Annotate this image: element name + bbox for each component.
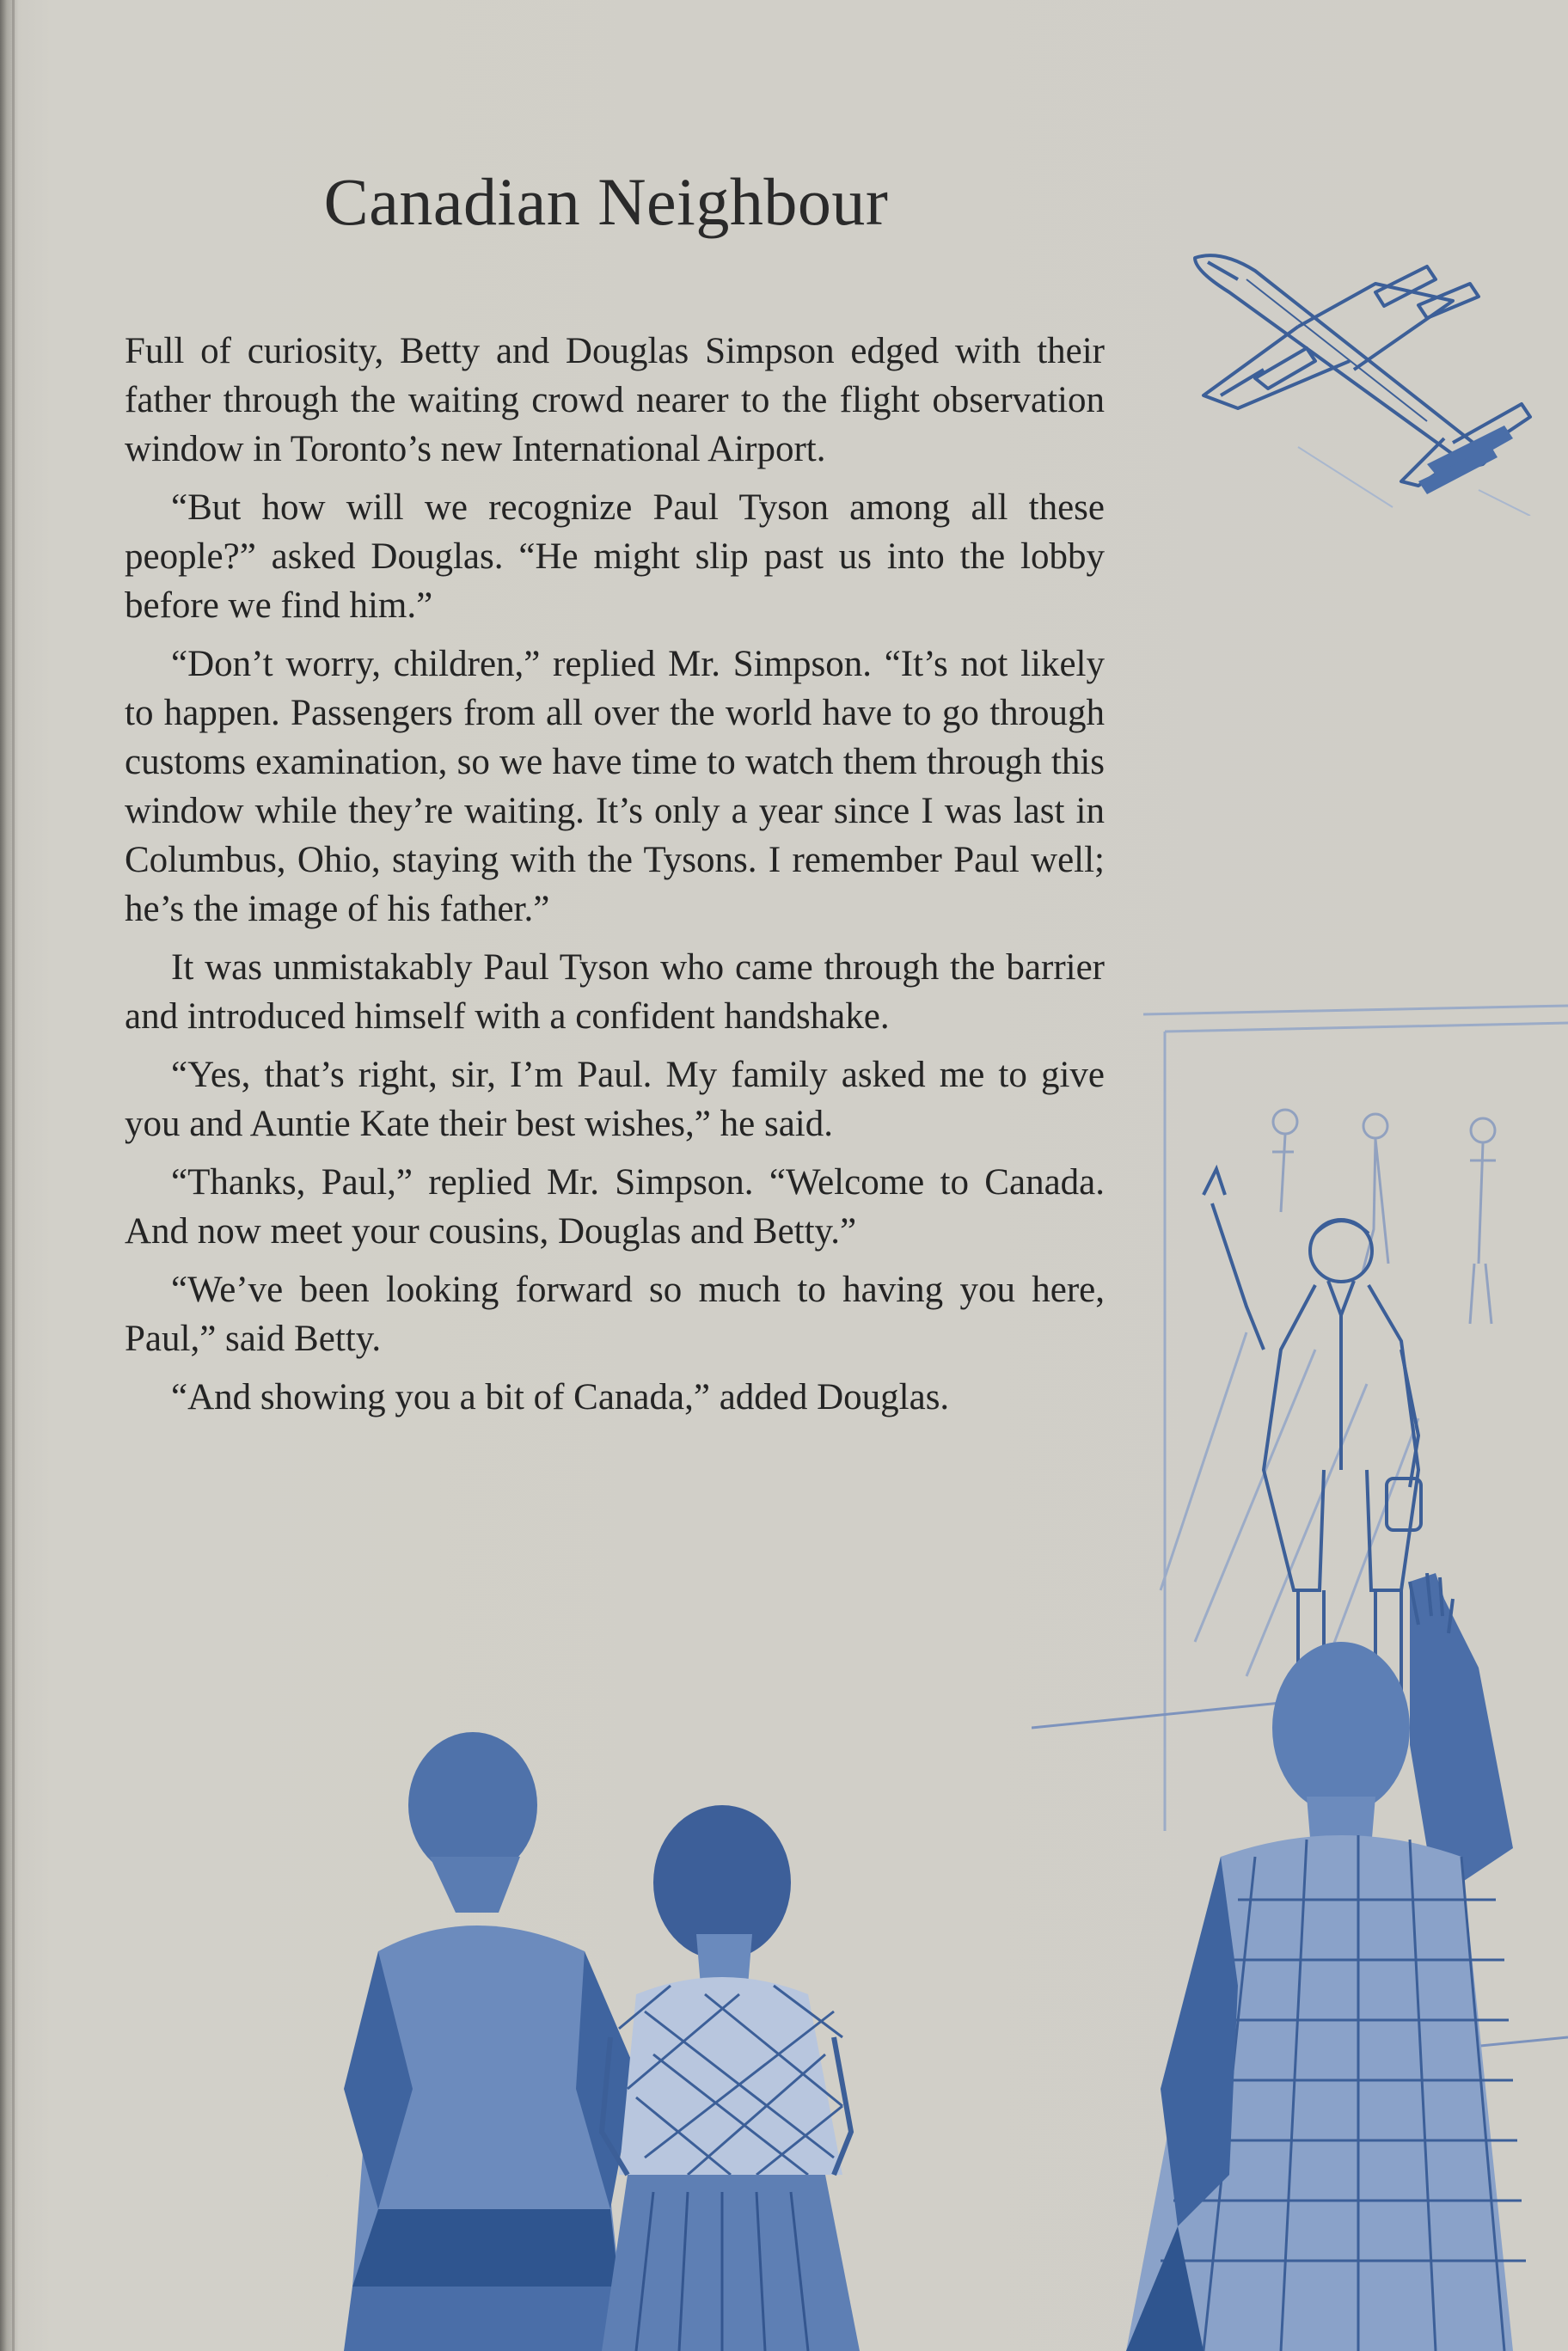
page-spine-shadow — [12, 0, 15, 2351]
paragraph-5: “Yes, that’s right, sir, I’m Paul. My family asked me to give you and Auntie Kate their best wishes,” he said. — [125, 1055, 1105, 1144]
paragraph-8: “And showing you a bit of Canada,” added Douglas. — [171, 1377, 950, 1417]
story-text — [125, 327, 1105, 1431]
paragraph-7: “We’ve been looking forward so much to having you here, Paul,” said Betty. — [125, 1270, 1105, 1359]
children-from-behind-illustration — [327, 1728, 894, 2351]
paragraph-6: “Thanks, Paul,” replied Mr. Simpson. “Welcome to Canada. And now meet your cousins, Douglas and Betty.” — [125, 1162, 1105, 1252]
page-title: Canadian Neighbour — [323, 164, 889, 239]
airplane-illustration — [1169, 232, 1539, 516]
paragraph-2: “But how will we recognize Paul Tyson among all these people?” asked Douglas. “He might slip past us into the lobby before we find him.” — [125, 487, 1105, 626]
paragraph-3: “Don’t worry, children,” replied Mr. Simpson. “It’s not likely to happen. Passengers from all over the world have to go through customs examination, so we have time to watch them through this window while they’re waiting. It’s only a year since I was last in Columbus, Ohio, staying with the Tysons. I remember Paul well; he’s the image of his father.” — [125, 644, 1105, 929]
paragraph-4: It was unmistakably Paul Tyson who came through the barrier and introduced himself with a confident handshake. — [125, 947, 1105, 1037]
father-waving-illustration — [1032, 1573, 1568, 2351]
paragraph-1: Full of curiosity, Betty and Douglas Simpson edged with their father through the waiting crowd nearer to the flight observation window in Toronto’s new International Airport. — [125, 331, 1105, 469]
